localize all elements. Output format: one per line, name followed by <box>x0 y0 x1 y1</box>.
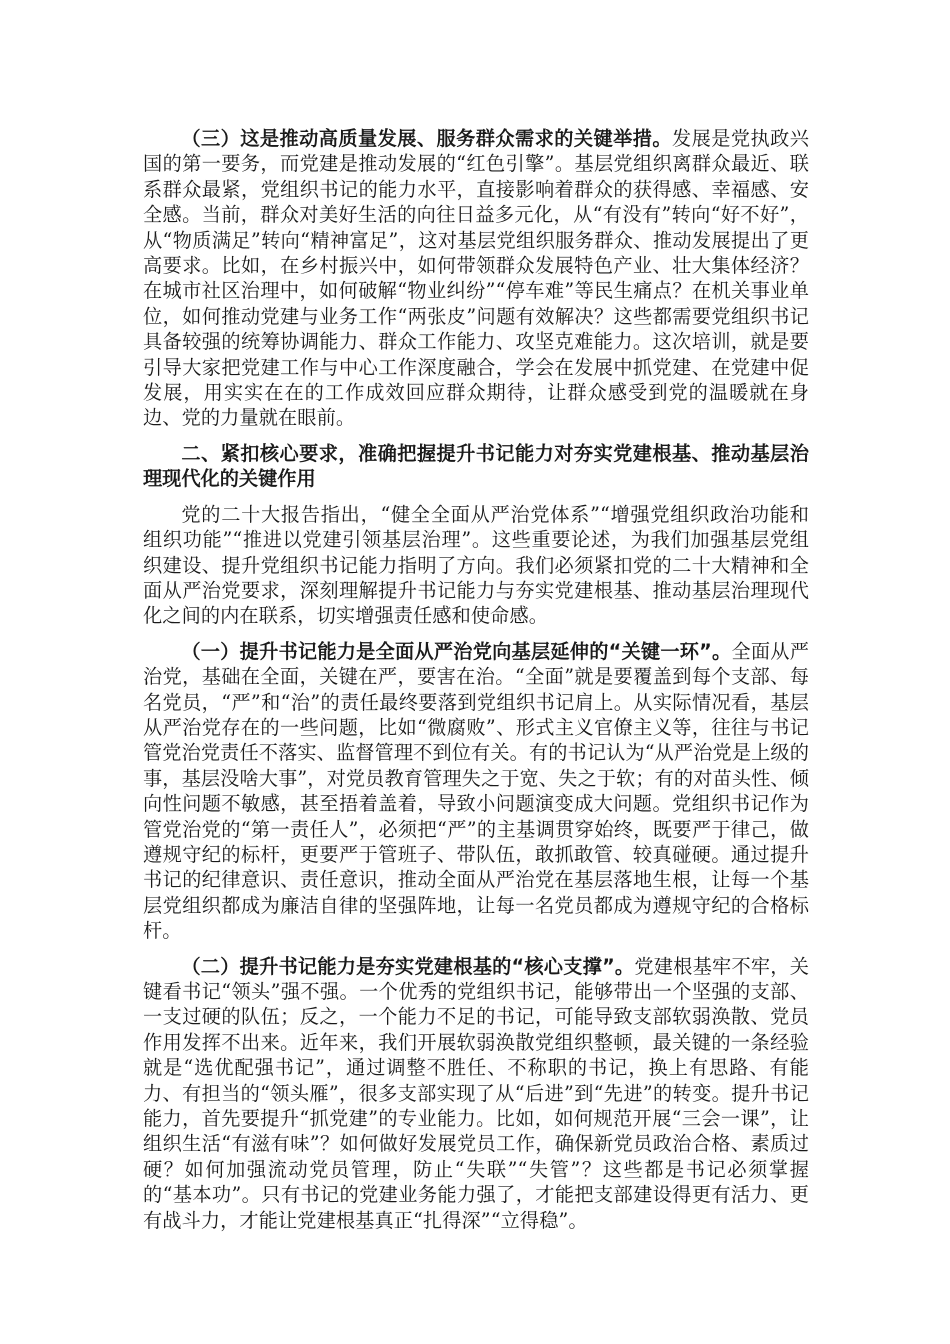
paragraph-intro <box>143 502 809 629</box>
document-page <box>143 126 809 1233</box>
paragraph-subsection-1 <box>143 639 809 944</box>
paragraph-lead: （二）提升书记能力是夯实党建根基的“核心支撑”。 <box>181 954 635 978</box>
paragraph-subsection-2 <box>143 954 809 1233</box>
paragraph-body: 党的二十大报告指出，“健全全面从严治党体系”“增强党组织政治功能和组织功能”“推进以党建引领基层治理”。这些重要论述，为我们加强基层党组织建设、提升党组织书记能力指明了方向。我们必须紧扣党的二十大精神和全面从严治党要求，深刻理解提升书记能力与夯实党建根基、推动基层治理现代化之间的内在联系，切实增强责任感和使命感。 <box>143 502 809 628</box>
paragraph-lead: （一）提升书记能力是全面从严治党向基层延伸的“关键一环”。 <box>181 639 732 663</box>
section-heading-2: 二、紧扣核心要求，准确把握提升书记能力对夯实党建根基、推动基层治理现代化的关键作用 <box>143 441 809 491</box>
paragraph-body: 发展是党执政兴国的第一要务，而党建是推动发展的“红色引擎”。基层党组织离群众最近、联系群众最紧，党组织书记的能力水平，直接影响着群众的获得感、幸福感、安全感。当前，群众对美好生活的向往日益多元化，从“有没有”转向“好不好”，从“物质满足”转向“精神富足”，这对基层党组织服务群众、推动发展提出了更高要求。比如，在乡村振兴中，如何带领群众发展特色产业、壮大集体经济？在城市社区治理中，如何破解“物业纠纷”“停车难”等民生痛点？在机关事业单位，如何推动党建与业务工作“两张皮”问题有效解决？这些都需要党组织书记具备较强的统筹协调能力、群众工作能力、攻坚克难能力。这次培训，就是要引导大家把党建工作与中心工作深度融合，学会在发展中抓党建、在党建中促发展，用实实在在的工作成效回应群众期待，让群众感受到党的温暖就在身边、党的力量就在眼前。 <box>143 127 809 430</box>
paragraph-lead: （三）这是推动高质量发展、服务群众需求的关键举措。 <box>181 127 672 150</box>
paragraph-section-3 <box>143 126 809 431</box>
paragraph-body: 党建根基牢不牢，关键看书记“领头”强不强。一个优秀的党组织书记，能够带出一个坚强的支部、一支过硬的队伍；反之，一个能力不足的书记，可能导致支部软弱涣散、党员作用发挥不出来。近年来，我们开展软弱涣散党组织整顿，最关键的一条经验就是“选优配强书记”，通过调整不胜任、不称职的书记，换上有思路、有能力、有担当的“领头雁”，很多支部实现了从“后进”到“先进”的转变。提升书记能力，首先要提升“抓党建”的专业能力。比如，如何规范开展“三会一课”，让组织生活“有滋有味”？如何做好发展党员工作，确保新党员政治合格、素质过硬？如何加强流动党员管理，防止“失联”“失管”？这些都是书记必须掌握的“基本功”。只有书记的党建业务能力强了，才能把支部建设得更有活力、更有战斗力，才能让党建根基真正“扎得深”“立得稳”。 <box>143 954 809 1232</box>
paragraph-body: 全面从严治党，基础在全面，关键在严，要害在治。“全面”就是要覆盖到每个支部、每名党员，“严”和“治”的责任最终要落到党组织书记肩上。从实际情况看，基层从严治党存在的一些问题，比如“微腐败”、形式主义官僚主义等，往往与书记管党治党责任不落实、监督管理不到位有关。有的书记认为“从严治党是上级的事，基层没啥大事”，对党员教育管理失之于宽、失之于软；有的对苗头性、倾向性问题不敏感，甚至捂着盖着，导致小问题演变成大问题。党组织书记作为管党治党的“第一责任人”，必须把“严”的主基调贯穿始终，既要严于律己，做遵规守纪的标杆，更要严于管班子、带队伍，敢抓敢管、较真碰硬。通过提升书记的纪律意识、责任意识，推动全面从严治党在基层落地生根，让每一个基层党组织都成为廉洁自律的坚强阵地，让每一名党员都成为遵规守纪的合格标杆。 <box>143 639 810 943</box>
